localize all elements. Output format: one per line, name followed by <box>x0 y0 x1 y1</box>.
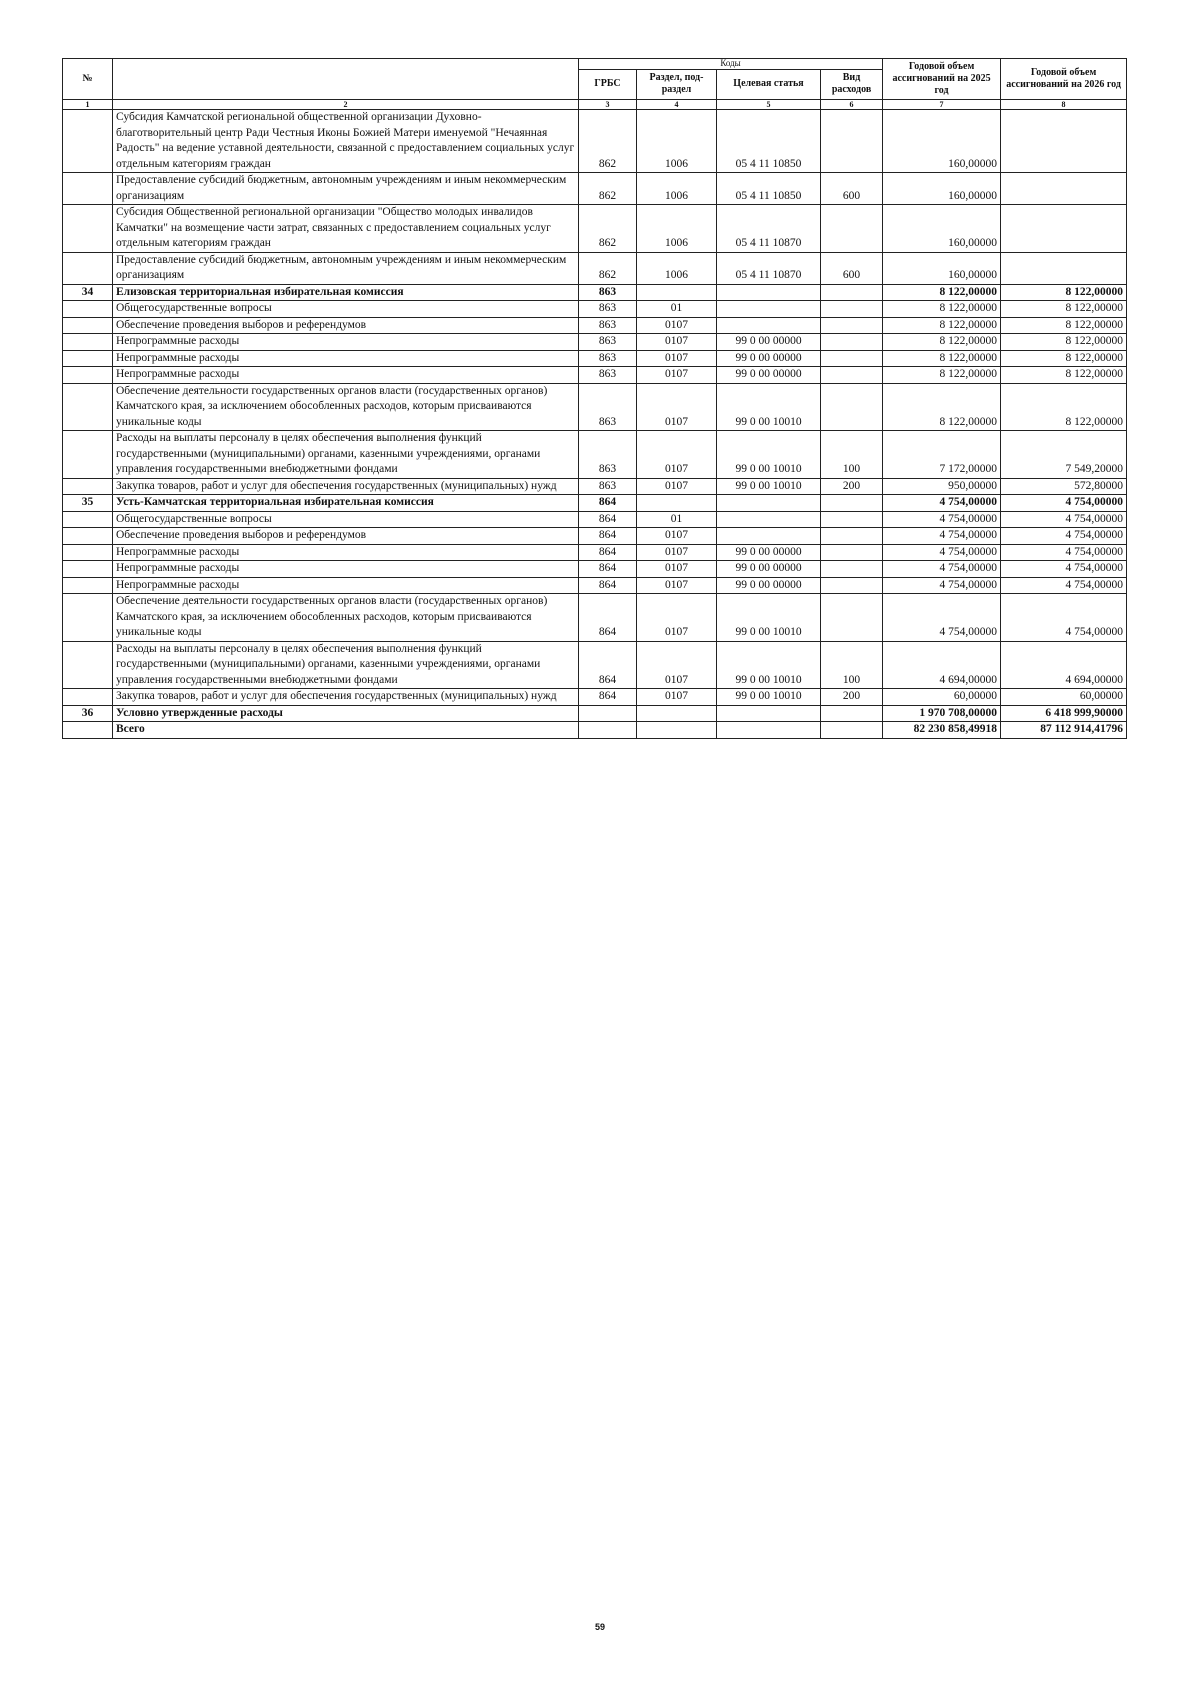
cell-section: 0107 <box>637 594 717 642</box>
cell-vol2026: 6 418 999,90000 <box>1001 705 1127 722</box>
cell-grbs: 863 <box>579 350 637 367</box>
header-vol2026: Годовой объем ассигнований на 2026 год <box>1001 59 1127 100</box>
cell-article: 99 0 00 00000 <box>717 350 821 367</box>
cell-expense-type <box>821 110 883 173</box>
cell-num <box>63 301 113 318</box>
cell-article: 99 0 00 00000 <box>717 577 821 594</box>
table-row <box>63 383 1127 431</box>
cell-section: 0107 <box>637 641 717 689</box>
cell-article <box>717 317 821 334</box>
cell-section: 01 <box>637 511 717 528</box>
cell-grbs: 864 <box>579 528 637 545</box>
table-row <box>63 544 1127 561</box>
cell-article: 99 0 00 00000 <box>717 544 821 561</box>
cell-vol2025: 8 122,00000 <box>883 367 1001 384</box>
table-row <box>63 478 1127 495</box>
cell-article: 99 0 00 10010 <box>717 478 821 495</box>
cell-vol2026: 8 122,00000 <box>1001 284 1127 301</box>
cell-grbs: 863 <box>579 367 637 384</box>
cell-grbs <box>579 722 637 739</box>
cell-vol2025: 8 122,00000 <box>883 301 1001 318</box>
cell-name: Усть-Камчатская территориальная избирательная комиссия <box>113 495 579 512</box>
cell-expense-type <box>821 350 883 367</box>
cell-num <box>63 334 113 351</box>
cell-vol2026: 8 122,00000 <box>1001 317 1127 334</box>
table-row <box>63 689 1127 706</box>
cell-name: Непрограммные расходы <box>113 577 579 594</box>
cell-vol2025: 8 122,00000 <box>883 334 1001 351</box>
cell-section: 0107 <box>637 431 717 479</box>
cell-vol2025: 160,00000 <box>883 252 1001 284</box>
table-row <box>63 284 1127 301</box>
col-number: 6 <box>821 100 883 110</box>
cell-article <box>717 722 821 739</box>
cell-grbs: 863 <box>579 301 637 318</box>
header-name <box>113 59 579 100</box>
col-number: 8 <box>1001 100 1127 110</box>
cell-vol2025: 4 754,00000 <box>883 594 1001 642</box>
cell-vol2025: 4 754,00000 <box>883 577 1001 594</box>
cell-vol2026 <box>1001 205 1127 253</box>
cell-num <box>63 252 113 284</box>
cell-article: 99 0 00 00000 <box>717 561 821 578</box>
header-expense-type: Вид расходов <box>821 69 883 100</box>
table-row <box>63 205 1127 253</box>
cell-expense-type: 200 <box>821 478 883 495</box>
cell-article <box>717 495 821 512</box>
cell-section: 0107 <box>637 577 717 594</box>
cell-grbs <box>579 705 637 722</box>
header-grbs: ГРБС <box>579 69 637 100</box>
cell-vol2025: 160,00000 <box>883 110 1001 173</box>
table-row <box>63 334 1127 351</box>
cell-vol2025: 4 754,00000 <box>883 528 1001 545</box>
cell-article: 05 4 11 10870 <box>717 205 821 253</box>
cell-section: 0107 <box>637 478 717 495</box>
cell-vol2026: 8 122,00000 <box>1001 367 1127 384</box>
cell-name: Субсидия Общественной региональной организации "Общество молодых инвалидов Камчатки" на возмещение части затрат, связанных с предоставлением социальных услуг отдельным категориям граждан <box>113 205 579 253</box>
cell-vol2025: 4 754,00000 <box>883 544 1001 561</box>
cell-section: 0107 <box>637 561 717 578</box>
table-body <box>63 110 1127 739</box>
cell-section: 0107 <box>637 367 717 384</box>
cell-vol2026: 4 754,00000 <box>1001 577 1127 594</box>
cell-vol2025: 8 122,00000 <box>883 284 1001 301</box>
cell-name: Предоставление субсидий бюджетным, автономным учреждениям и иным некоммерческим организациям <box>113 252 579 284</box>
cell-vol2026 <box>1001 252 1127 284</box>
cell-num <box>63 173 113 205</box>
cell-article <box>717 301 821 318</box>
cell-expense-type <box>821 301 883 318</box>
cell-expense-type <box>821 334 883 351</box>
cell-vol2026: 572,80000 <box>1001 478 1127 495</box>
cell-grbs: 863 <box>579 317 637 334</box>
cell-section: 0107 <box>637 528 717 545</box>
cell-section: 0107 <box>637 317 717 334</box>
table-row <box>63 431 1127 479</box>
cell-vol2025: 4 754,00000 <box>883 511 1001 528</box>
cell-name: Расходы на выплаты персоналу в целях обеспечения выполнения функций государственными (муниципальными) органами, казенными учреждениями, органами управления государственными внебюджетными фондами <box>113 431 579 479</box>
budget-table-sheet <box>62 58 1126 739</box>
cell-article: 05 4 11 10850 <box>717 110 821 173</box>
cell-grbs: 864 <box>579 689 637 706</box>
cell-section: 01 <box>637 301 717 318</box>
cell-expense-type <box>821 495 883 512</box>
cell-num <box>63 594 113 642</box>
cell-num <box>63 544 113 561</box>
table-row <box>63 317 1127 334</box>
cell-expense-type: 200 <box>821 689 883 706</box>
cell-expense-type <box>821 594 883 642</box>
cell-grbs: 863 <box>579 284 637 301</box>
cell-num <box>63 478 113 495</box>
cell-name: Непрограммные расходы <box>113 544 579 561</box>
cell-vol2026: 60,00000 <box>1001 689 1127 706</box>
cell-name: Общегосударственные вопросы <box>113 301 579 318</box>
cell-grbs: 862 <box>579 173 637 205</box>
table-row <box>63 594 1127 642</box>
cell-num: 35 <box>63 495 113 512</box>
cell-expense-type: 100 <box>821 431 883 479</box>
cell-vol2026: 4 754,00000 <box>1001 511 1127 528</box>
cell-vol2025: 160,00000 <box>883 205 1001 253</box>
cell-name: Непрограммные расходы <box>113 334 579 351</box>
table-row <box>63 511 1127 528</box>
table-row <box>63 722 1127 739</box>
cell-name: Елизовская территориальная избирательная комиссия <box>113 284 579 301</box>
cell-expense-type <box>821 317 883 334</box>
column-number-row <box>63 100 1127 110</box>
cell-article: 99 0 00 10010 <box>717 383 821 431</box>
cell-vol2025: 8 122,00000 <box>883 350 1001 367</box>
cell-article: 99 0 00 10010 <box>717 594 821 642</box>
cell-num <box>63 383 113 431</box>
cell-vol2026: 4 754,00000 <box>1001 528 1127 545</box>
cell-expense-type <box>821 511 883 528</box>
cell-article: 99 0 00 10010 <box>717 431 821 479</box>
cell-vol2025: 7 172,00000 <box>883 431 1001 479</box>
cell-expense-type <box>821 284 883 301</box>
table-row <box>63 641 1127 689</box>
cell-vol2026 <box>1001 110 1127 173</box>
col-number: 4 <box>637 100 717 110</box>
table-row <box>63 252 1127 284</box>
cell-grbs: 864 <box>579 495 637 512</box>
cell-grbs: 864 <box>579 561 637 578</box>
cell-num <box>63 431 113 479</box>
table-row <box>63 561 1127 578</box>
cell-name: Обеспечение проведения выборов и референдумов <box>113 317 579 334</box>
cell-section <box>637 495 717 512</box>
cell-vol2025: 8 122,00000 <box>883 383 1001 431</box>
cell-num <box>63 205 113 253</box>
cell-article <box>717 528 821 545</box>
cell-grbs: 863 <box>579 334 637 351</box>
cell-num <box>63 350 113 367</box>
cell-article: 99 0 00 00000 <box>717 334 821 351</box>
cell-section: 0107 <box>637 544 717 561</box>
cell-name: Обеспечение деятельности государственных органов власти (государственных органов) Камчатского края, за исключением обособленных расходов, которым присваиваются уникальные коды <box>113 594 579 642</box>
cell-section: 1006 <box>637 173 717 205</box>
cell-expense-type <box>821 544 883 561</box>
cell-expense-type: 600 <box>821 173 883 205</box>
cell-section: 0107 <box>637 350 717 367</box>
col-number: 1 <box>63 100 113 110</box>
cell-name: Непрограммные расходы <box>113 367 579 384</box>
cell-name: Обеспечение деятельности государственных органов власти (государственных органов) Камчатского края, за исключением обособленных расходов, которым присваиваются уникальные коды <box>113 383 579 431</box>
cell-num <box>63 511 113 528</box>
header-codes: Коды <box>579 59 883 70</box>
cell-grbs: 864 <box>579 594 637 642</box>
cell-name: Условно утвержденные расходы <box>113 705 579 722</box>
cell-section <box>637 705 717 722</box>
table-row <box>63 110 1127 173</box>
cell-vol2026: 4 754,00000 <box>1001 544 1127 561</box>
cell-num <box>63 367 113 384</box>
cell-name: Всего <box>113 722 579 739</box>
table-row <box>63 301 1127 318</box>
header-section: Раздел, под-раздел <box>637 69 717 100</box>
cell-grbs: 862 <box>579 205 637 253</box>
col-number: 2 <box>113 100 579 110</box>
cell-num <box>63 689 113 706</box>
cell-vol2025: 8 122,00000 <box>883 317 1001 334</box>
cell-article: 99 0 00 10010 <box>717 689 821 706</box>
cell-num <box>63 528 113 545</box>
cell-section: 0107 <box>637 334 717 351</box>
cell-num <box>63 577 113 594</box>
cell-expense-type <box>821 561 883 578</box>
cell-grbs: 863 <box>579 478 637 495</box>
cell-num: 34 <box>63 284 113 301</box>
cell-expense-type: 600 <box>821 252 883 284</box>
cell-name: Непрограммные расходы <box>113 561 579 578</box>
cell-vol2026: 4 754,00000 <box>1001 495 1127 512</box>
header-article: Целевая статья <box>717 69 821 100</box>
cell-vol2025: 82 230 858,49918 <box>883 722 1001 739</box>
col-number: 5 <box>717 100 821 110</box>
cell-grbs: 863 <box>579 383 637 431</box>
cell-vol2026: 8 122,00000 <box>1001 383 1127 431</box>
cell-grbs: 864 <box>579 511 637 528</box>
cell-article: 99 0 00 10010 <box>717 641 821 689</box>
cell-expense-type <box>821 722 883 739</box>
cell-section: 0107 <box>637 689 717 706</box>
cell-expense-type <box>821 705 883 722</box>
cell-article <box>717 705 821 722</box>
cell-vol2026: 4 754,00000 <box>1001 561 1127 578</box>
budget-table <box>62 58 1127 739</box>
header-num: № <box>63 59 113 100</box>
cell-name: Закупка товаров, работ и услуг для обеспечения государственных (муниципальных) нужд <box>113 689 579 706</box>
cell-vol2026: 4 754,00000 <box>1001 594 1127 642</box>
cell-grbs: 864 <box>579 641 637 689</box>
cell-name: Закупка товаров, работ и услуг для обеспечения государственных (муниципальных) нужд <box>113 478 579 495</box>
cell-article <box>717 511 821 528</box>
cell-name: Обеспечение проведения выборов и референдумов <box>113 528 579 545</box>
cell-expense-type <box>821 383 883 431</box>
cell-vol2025: 4 694,00000 <box>883 641 1001 689</box>
cell-name: Предоставление субсидий бюджетным, автономным учреждениям и иным некоммерческим организациям <box>113 173 579 205</box>
cell-section: 1006 <box>637 252 717 284</box>
cell-grbs: 864 <box>579 577 637 594</box>
cell-article <box>717 284 821 301</box>
cell-num <box>63 317 113 334</box>
cell-expense-type <box>821 205 883 253</box>
cell-expense-type <box>821 528 883 545</box>
table-row <box>63 173 1127 205</box>
cell-vol2025: 4 754,00000 <box>883 495 1001 512</box>
cell-expense-type <box>821 577 883 594</box>
table-row <box>63 495 1127 512</box>
cell-article: 05 4 11 10850 <box>717 173 821 205</box>
cell-vol2025: 60,00000 <box>883 689 1001 706</box>
col-number: 7 <box>883 100 1001 110</box>
cell-num <box>63 561 113 578</box>
cell-vol2025: 4 754,00000 <box>883 561 1001 578</box>
cell-vol2025: 950,00000 <box>883 478 1001 495</box>
cell-section <box>637 722 717 739</box>
cell-expense-type: 100 <box>821 641 883 689</box>
cell-name: Общегосударственные вопросы <box>113 511 579 528</box>
cell-vol2026: 8 122,00000 <box>1001 301 1127 318</box>
table-row <box>63 350 1127 367</box>
cell-name: Субсидия Камчатской региональной общественной организации Духовно-благотворительный центр Ради Честныя Иконы Божией Матери именуемой "Нечаянная Радость" на ведение уставной деятельности, связанной с предоставлением социальных услуг отдельным категориям граждан <box>113 110 579 173</box>
cell-article: 05 4 11 10870 <box>717 252 821 284</box>
cell-section: 0107 <box>637 383 717 431</box>
page-number: 59 <box>594 1622 605 1632</box>
cell-vol2026 <box>1001 173 1127 205</box>
cell-vol2026: 87 112 914,41796 <box>1001 722 1127 739</box>
table-row <box>63 367 1127 384</box>
cell-num <box>63 110 113 173</box>
cell-num <box>63 722 113 739</box>
col-number: 3 <box>579 100 637 110</box>
table-row <box>63 528 1127 545</box>
table-row <box>63 705 1127 722</box>
cell-num <box>63 641 113 689</box>
cell-vol2026: 8 122,00000 <box>1001 334 1127 351</box>
cell-article: 99 0 00 00000 <box>717 367 821 384</box>
cell-num: 36 <box>63 705 113 722</box>
table-row <box>63 577 1127 594</box>
cell-vol2026: 4 694,00000 <box>1001 641 1127 689</box>
cell-expense-type <box>821 367 883 384</box>
cell-name: Расходы на выплаты персоналу в целях обеспечения выполнения функций государственными (муниципальными) органами, казенными учреждениями, органами управления государственными внебюджетными фондами <box>113 641 579 689</box>
cell-section: 1006 <box>637 110 717 173</box>
cell-vol2025: 160,00000 <box>883 173 1001 205</box>
cell-grbs: 862 <box>579 252 637 284</box>
cell-vol2026: 7 549,20000 <box>1001 431 1127 479</box>
header-vol2025: Годовой объем ассигнований на 2025 год <box>883 59 1001 100</box>
cell-section <box>637 284 717 301</box>
cell-grbs: 864 <box>579 544 637 561</box>
cell-grbs: 862 <box>579 110 637 173</box>
cell-vol2026: 8 122,00000 <box>1001 350 1127 367</box>
cell-vol2025: 1 970 708,00000 <box>883 705 1001 722</box>
cell-section: 1006 <box>637 205 717 253</box>
cell-grbs: 863 <box>579 431 637 479</box>
cell-name: Непрограммные расходы <box>113 350 579 367</box>
